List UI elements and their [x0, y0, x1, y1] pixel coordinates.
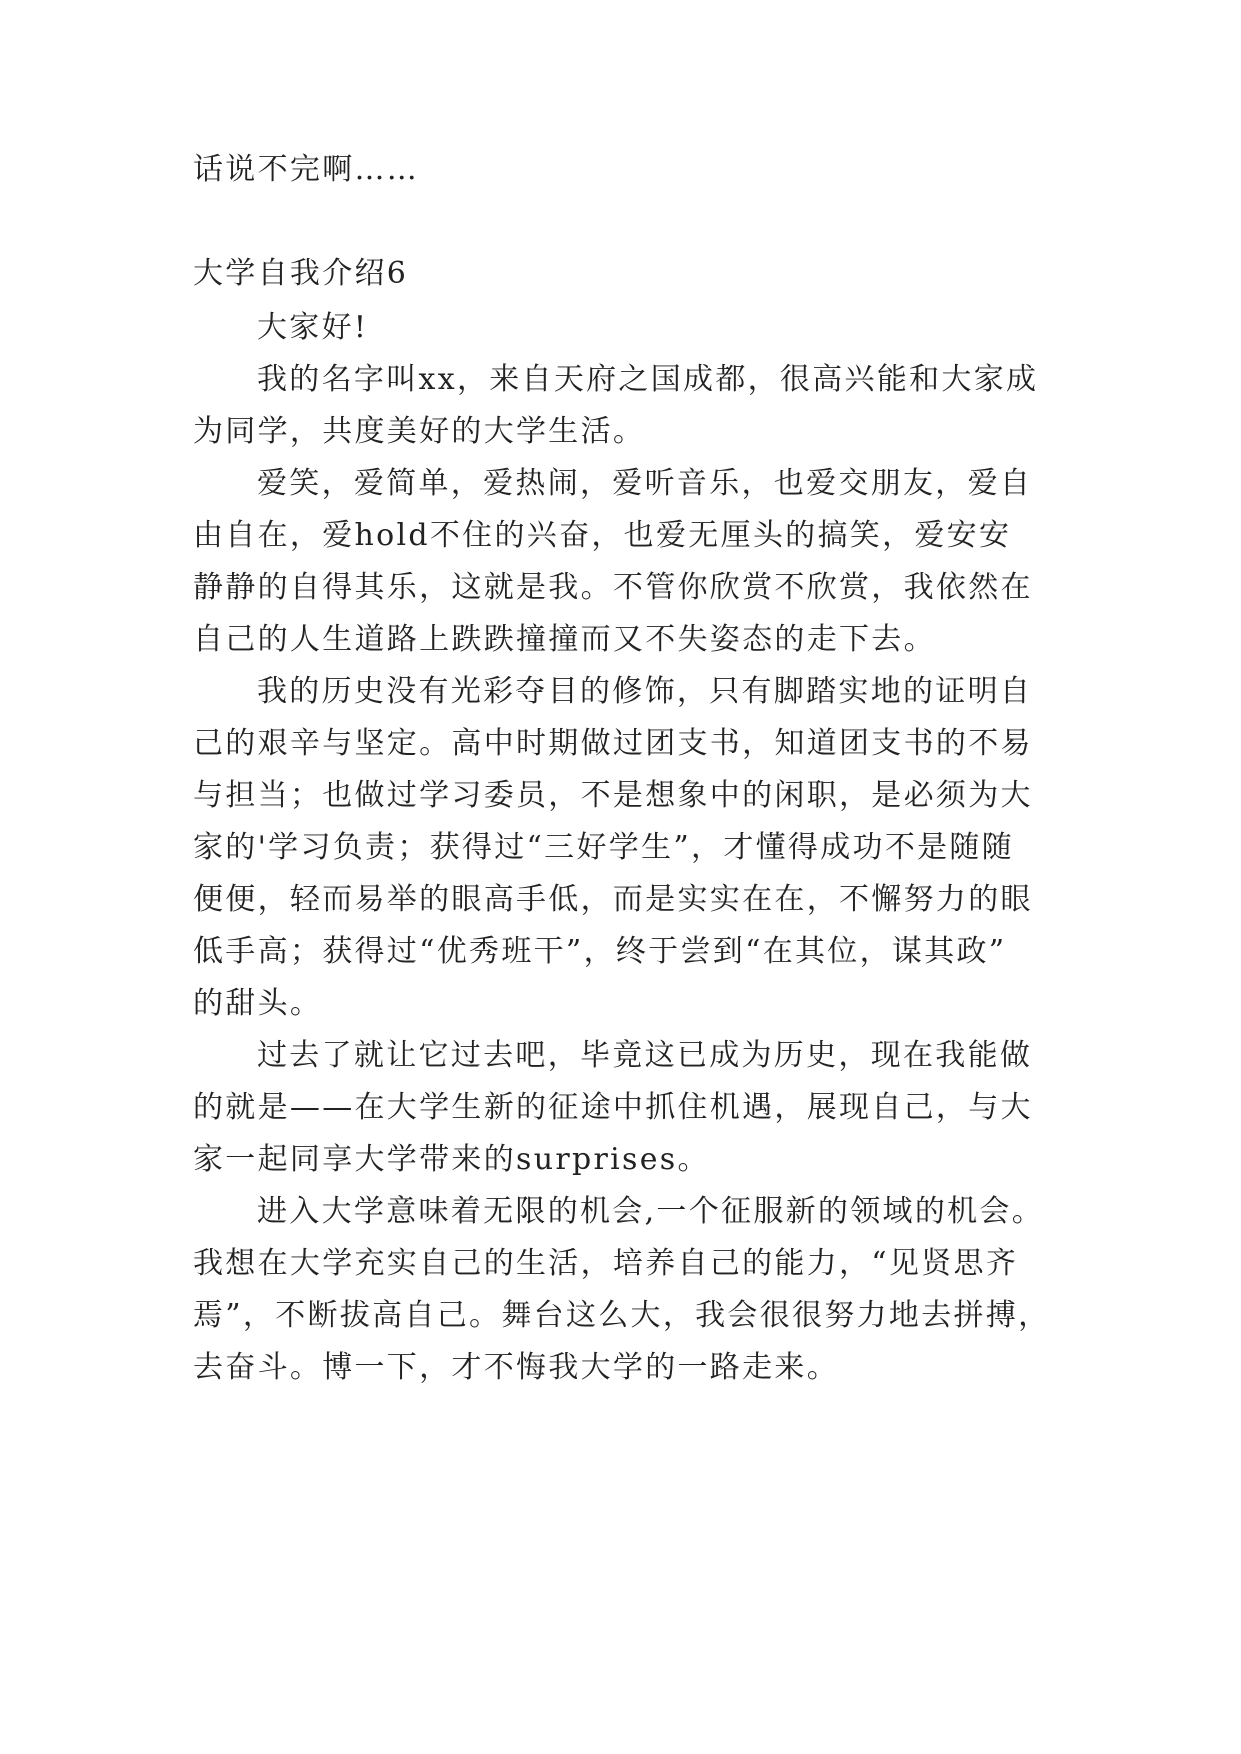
paragraph-line: 与担当；也做过学习委员，不是想象中的闲职，是必须为大: [193, 778, 1033, 813]
greeting-line: 大家好!: [257, 310, 369, 345]
paragraph-line: 家一起同享大学带来的surprises。: [193, 1142, 710, 1177]
paragraph-line: 的就是——在大学生新的征途中抓住机遇，展现自己，与大: [193, 1090, 1033, 1125]
paragraph-line: 为同学，共度美好的大学生活。: [193, 414, 646, 449]
paragraph-line: 的甜头。: [193, 986, 323, 1021]
lead-line: 话说不完啊……: [193, 152, 420, 187]
paragraph-line: 由自在，爱hold不住的兴奋，也爱无厘头的搞笑，爱安安: [193, 518, 1012, 553]
paragraph-line: 我的名字叫xx，来自天府之国成都，很高兴能和大家成: [257, 362, 1039, 397]
paragraph-line: 过去了就让它过去吧，毕竟这已成为历史，现在我能做: [257, 1038, 1033, 1073]
paragraph-line: 我的历史没有光彩夺目的修饰，只有脚踏实地的证明自: [257, 674, 1033, 709]
paragraph-line: 进入大学意味着无限的机会,一个征服新的领域的机会。: [257, 1194, 1045, 1229]
paragraph-line: 爱笑，爱简单，爱热闹，爱听音乐，也爱交朋友，爱自: [257, 466, 1033, 501]
paragraph-line: 静静的自得其乐，这就是我。不管你欣赏不欣赏，我依然在: [193, 570, 1033, 605]
paragraph-line: 焉”，不断拔高自己。舞台这么大，我会很很努力地去拼搏，: [193, 1298, 1051, 1333]
paragraph-line: 己的艰辛与坚定。高中时期做过团支书，知道团支书的不易: [193, 726, 1033, 761]
paragraph-line: 低手高；获得过“优秀班干”，终于尝到“在其位，谋其政”: [193, 934, 1007, 969]
paragraph-line: 去奋斗。博一下，才不悔我大学的一路走来。: [193, 1350, 839, 1385]
paragraph-line: 我想在大学充实自己的生活，培养自己的能力，“见贤思齐: [193, 1246, 1019, 1281]
paragraph-line: 家的'学习负责；获得过“三好学生”，才懂得成功不是随随: [193, 830, 1015, 865]
paragraph-line: 便便，轻而易举的眼高手低，而是实实在在，不懈努力的眼: [193, 882, 1033, 917]
paragraph-line: 自己的人生道路上跌跌撞撞而又不失姿态的走下去。: [193, 622, 936, 657]
section-title: 大学自我介绍6: [193, 256, 409, 291]
